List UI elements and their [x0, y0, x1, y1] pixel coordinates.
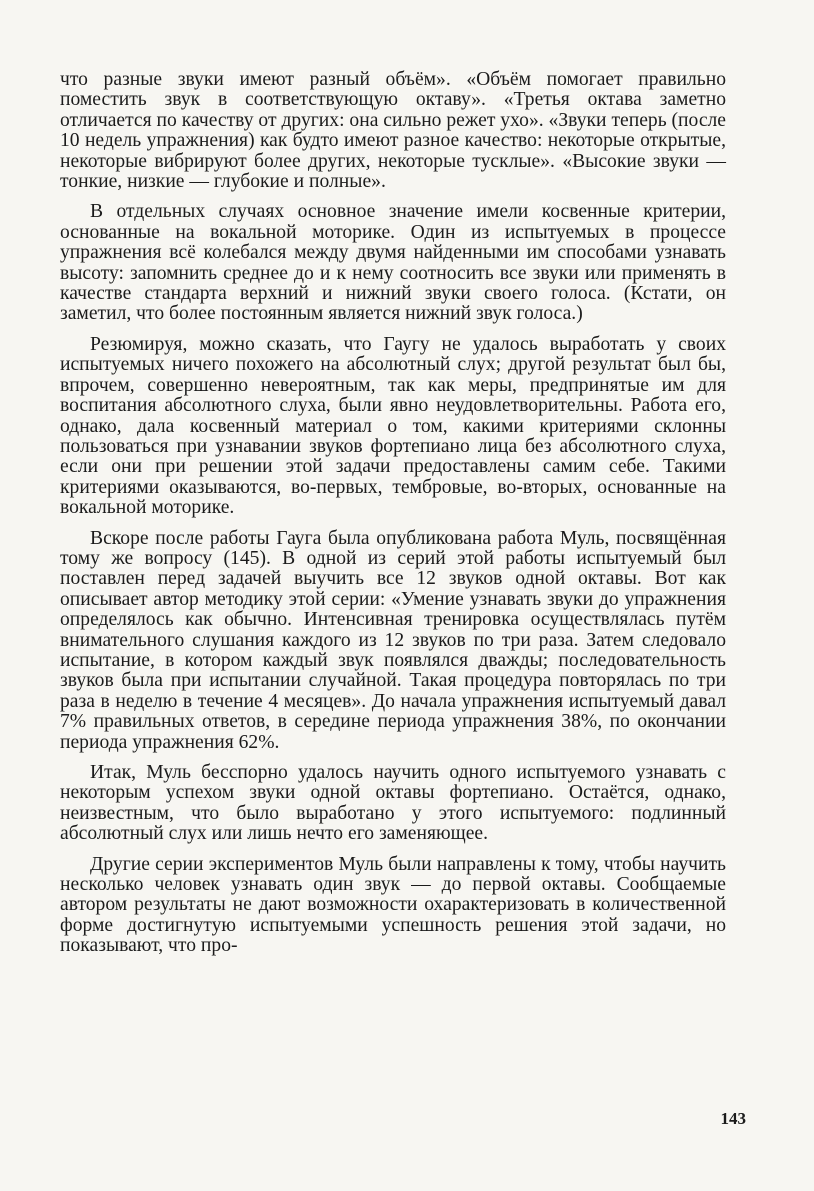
page-number: 143 — [720, 1109, 746, 1128]
paragraph-1: что разные звуки имеют разный объём». «Объём помогает правильно поместить звук в соответствующую октаву». «Третья октава заметно отличается по качеству от других: она сильно режет ухо». «Звуки теперь (после 10 недель упражнения) как будто имеют разное качество: некоторые открытые, некоторые вибрируют более других, некоторые тусклые». «Высокие звуки — тонкие, низкие — глубокие и полные». — [60, 69, 726, 193]
paragraph-5: Итак, Муль бесспорно удалось научить одного испытуемого узнавать с некоторым успехом звуки одной октавы фортепиано. Остаётся, однако, неизвестным, что было выработано у этого испытуемого: подлинный абсолютный слух или лишь нечто его заменяющее. — [60, 762, 726, 845]
paragraph-4: Вскоре после работы Гауга была опубликована работа Муль, посвящённая тому же вопросу (145). В одной из серий этой работы испытуемый был поставлен перед задачей выучить все 12 звуков одной октавы. Вот как описывает автор методику этой серии: «Умение узнавать звуки до упражнения определялось как обычно. Интенсивная тренировка осуществлялась путём внимательного слушания каждого из 12 звуков по три раза. Затем следовало испытание, в котором каждый звук появлялся дважды; последовательность звуков была при испытании случайной. Такая процедура повторялась по три раза в неделю в течение 4 месяцев». До начала упражнения испытуемый давал 7% правильных ответов, в середине периода упражнения 38%, по окончании периода упражнения 62%. — [60, 527, 726, 753]
paragraph-2: В отдельных случаях основное значение имели косвенные критерии, основанные на вокальной моторике. Один из испытуемых в процессе упражнения всё колебался между двумя найденными им способами узнавать высоту: запомнить среднее до и к нему соотносить все звуки или применять в качестве стандарта верхний и нижний звуки своего голоса. (Кстати, он заметил, что более постоянным является нижний звук голоса.) — [60, 201, 726, 325]
paragraph-3: Резюмируя, можно сказать, что Гаугу не удалось выработать у своих испытуемых ничего похожего на абсолютный слух; другой результат был бы, впрочем, совершенно невероятным, так как меры, предпринятые им для воспитания абсолютного слуха, были явно неудовлетворительны. Работа его, однако, дала косвенный материал о том, какими критериями склонны пользоваться при узнавании звуков фортепиано лица без абсолютного слуха, если они при решении этой задачи предоставлены самим себе. Такими критериями оказываются, во-первых, тембровые, во-вторых, основанные на вокальной моторике. — [60, 333, 726, 519]
paragraph-6: Другие серии экспериментов Муль были направлены к тому, чтобы научить несколько человек узнавать один звук — до первой октавы. Сообщаемые автором результаты не дают возможности охарактеризовать в количественной форме достигнутую испытуемыми успешность решения этой задачи, но показывают, что про- — [60, 853, 726, 957]
